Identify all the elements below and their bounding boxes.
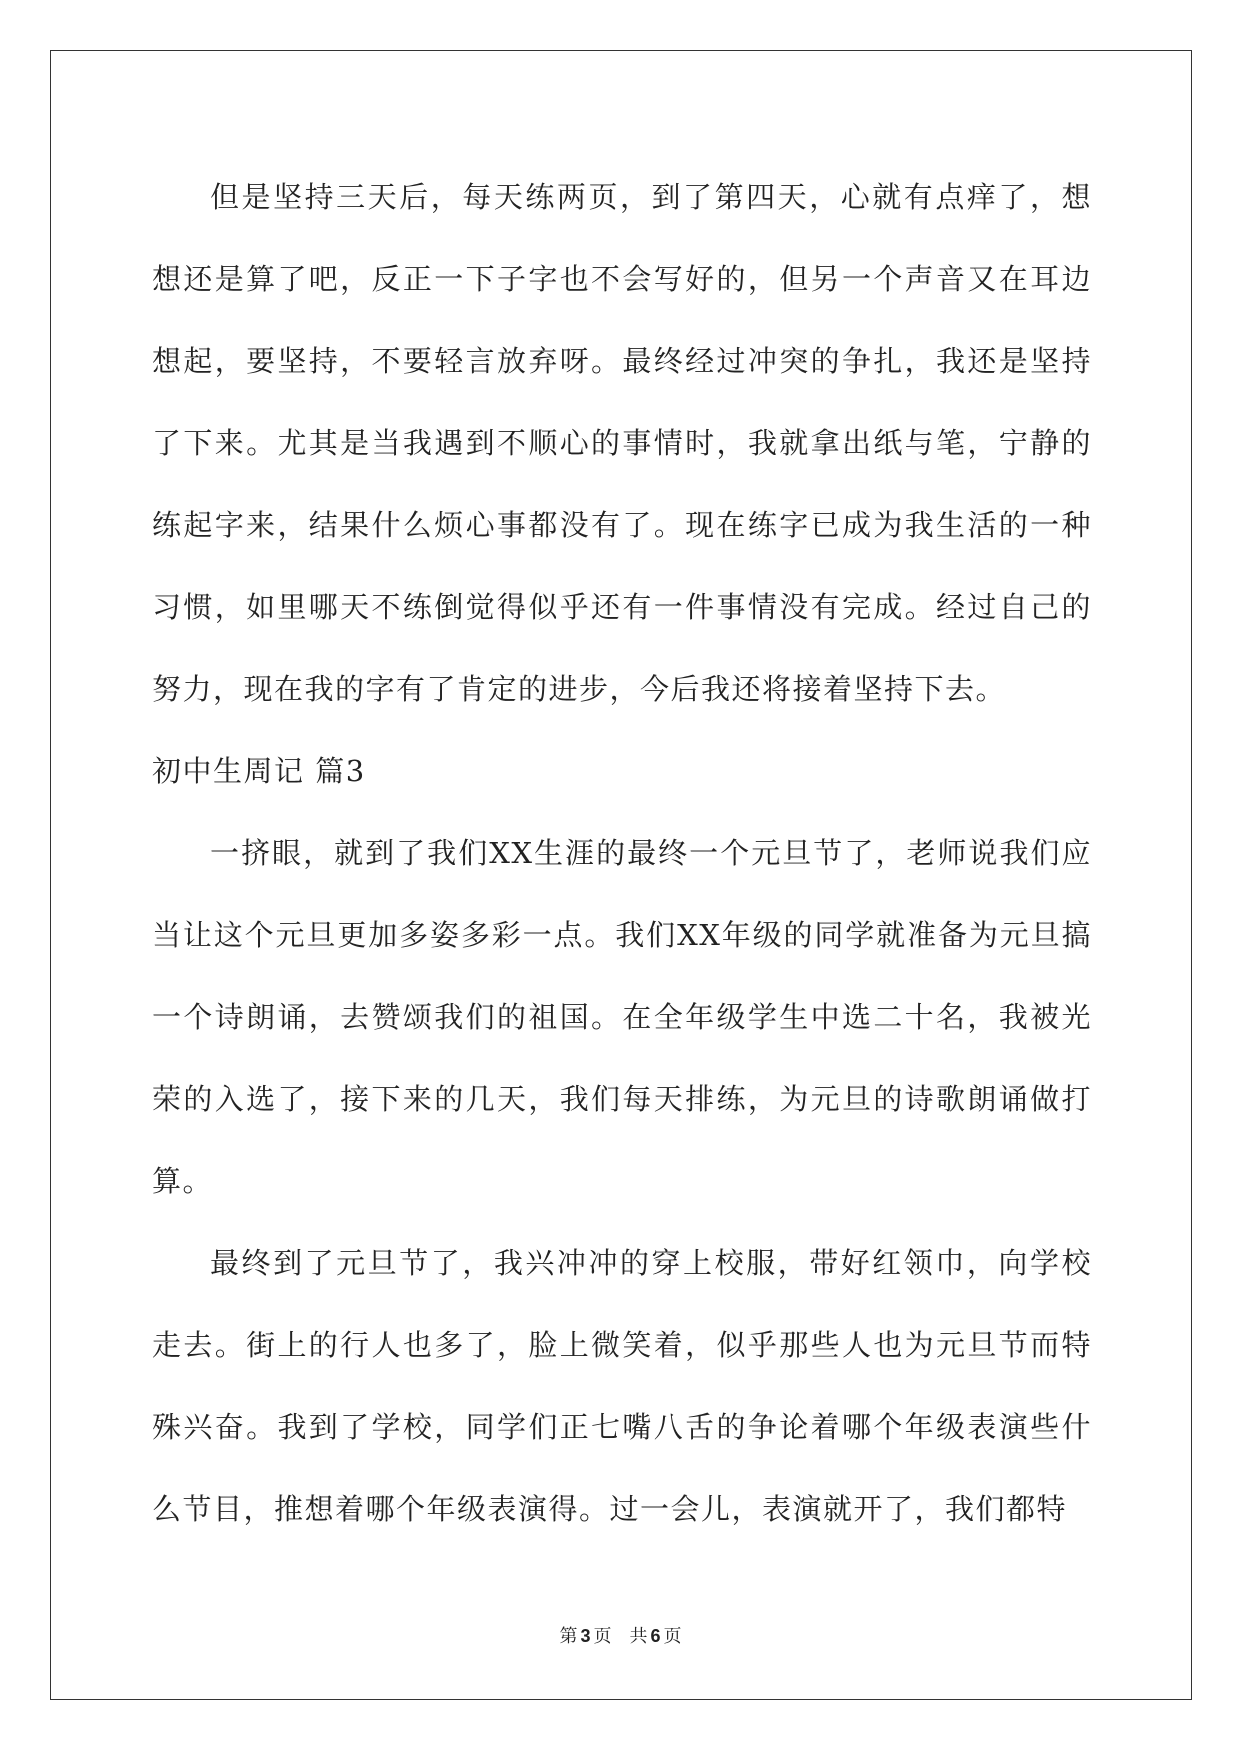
document-body xyxy=(152,156,1092,1550)
page-number: 3 xyxy=(580,1626,591,1646)
paragraph-3: 最终到了元旦节了，我兴冲冲的穿上校服，带好红领巾，向学校走去。街上的行人也多了，脸上微笑着，似乎那些人也为元旦节而特殊兴奋。我到了学校，同学们正七嘴八舌的争论着哪个年级表演些什么节目，推想着哪个年级表演得。过一会儿，表演就开了，我们都特 xyxy=(152,1246,1092,1526)
paragraph-1: 但是坚持三天后，每天练两页，到了第四天，心就有点痒了，想想还是算了吧，反正一下子字也不会写好的，但另一个声音又在耳边想起，要坚持，不要轻言放弃呀。最终经过冲突的争扎，我还是坚持了下来。尤其是当我遇到不顺心的事情时，我就拿出纸与笔，宁静的练起字来，结果什么烦心事都没有了。现在练字已成为我生活的一种习惯，如里哪天不练倒觉得似乎还有一件事情没有完成。经过自己的努力，现在我的字有了肯定的进步，今后我还将接着坚持下去。 xyxy=(152,180,1092,706)
total-suffix: 页 xyxy=(663,1626,682,1647)
page-suffix: 页 xyxy=(593,1626,612,1647)
section-heading: 初中生周记 篇3 xyxy=(152,754,366,788)
paragraph-2: 一挤眼，就到了我们XX生涯的最终一个元旦节了，老师说我们应当让这个元旦更加多姿多彩一点。我们XX年级的同学就准备为元旦搞一个诗朗诵，去赞颂我们的祖国。在全年级学生中选二十名，我被光荣的入选了，接下来的几天，我们每天排练，为元旦的诗歌朗诵做打算。 xyxy=(152,836,1092,1198)
total-prefix: 共 xyxy=(629,1626,648,1647)
total-pages: 6 xyxy=(650,1626,661,1646)
page-footer xyxy=(0,1622,1241,1648)
page-prefix: 第 xyxy=(559,1626,578,1647)
